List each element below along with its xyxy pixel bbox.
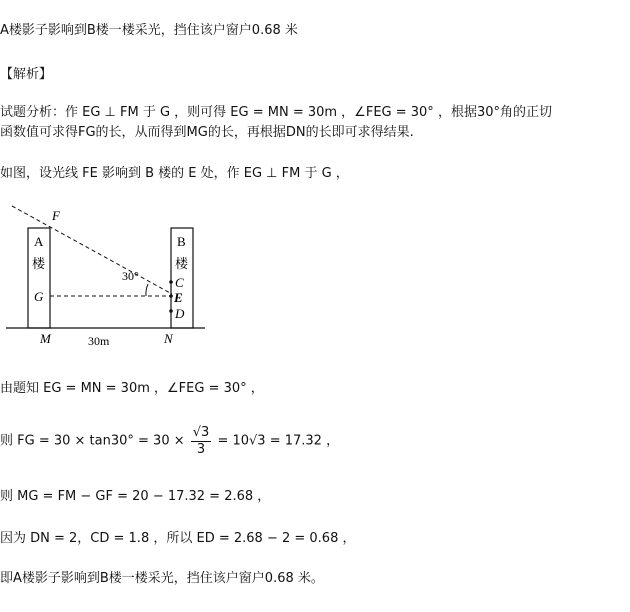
fg-fraction-numerator: √3: [192, 425, 210, 440]
label-f: F: [52, 208, 60, 223]
fg-fraction-denominator: 3: [196, 442, 206, 457]
light-ray: [12, 206, 172, 294]
label-m: M: [40, 331, 51, 346]
analysis-heading: 【解析】: [0, 67, 53, 82]
point-d: [169, 309, 173, 313]
setup-line: 如图，设光线 FE 影响到 B 楼的 E 处，作 EG ⊥ FM 于 G ，: [0, 166, 349, 181]
analysis-line-2: 函数值可求得FG的长，从而得到MG的长，再根据DN的长即可求得结果.: [0, 125, 414, 140]
label-a-lou: 楼: [32, 257, 46, 272]
geometry-figure: [0, 198, 230, 358]
label-b-lou: 楼: [175, 257, 189, 272]
angle-arc: [146, 284, 148, 296]
conclusion-line: 即A楼影子影响到B楼一楼采光，挡住该户窗户0.68 米。: [0, 571, 324, 586]
fg-line: [0, 425, 339, 465]
fg-fraction: [191, 425, 212, 458]
point-c: [169, 280, 173, 284]
fg-suffix: = 10√3 = 17.32 ，: [213, 433, 340, 449]
fg-prefix: 则 FG = 30 × tan30° = 30 ×: [0, 433, 189, 449]
label-e: E: [174, 290, 183, 305]
point-e: [169, 294, 173, 298]
answer-header: A楼影子影响到B楼一楼采光，挡住该户窗户0.68 米: [0, 23, 298, 38]
label-b: B: [177, 234, 186, 249]
label-a: A: [34, 234, 44, 249]
known-line: 由题知 EG = MN = 30m ，∠FEG = 30° ，: [0, 381, 264, 396]
label-n: N: [164, 331, 173, 346]
label-d: D: [175, 306, 185, 321]
label-angle: 30°: [122, 269, 139, 283]
label-g: G: [34, 289, 44, 304]
mg-line: 则 MG = FM − GF = 20 − 17.32 = 2.68 ，: [0, 489, 271, 504]
label-c: C: [175, 275, 184, 290]
label-dist: 30m: [88, 334, 110, 348]
ed-line: 因为 DN = 2，CD = 1.8 ，所以 ED = 2.68 − 2 = 0.68 ，: [0, 531, 356, 546]
analysis-line-1: 试题分析：作 EG ⊥ FM 于 G ，则可得 EG = MN = 30m ，∠FEG = 30° ，根据30°角的正切: [0, 105, 552, 120]
